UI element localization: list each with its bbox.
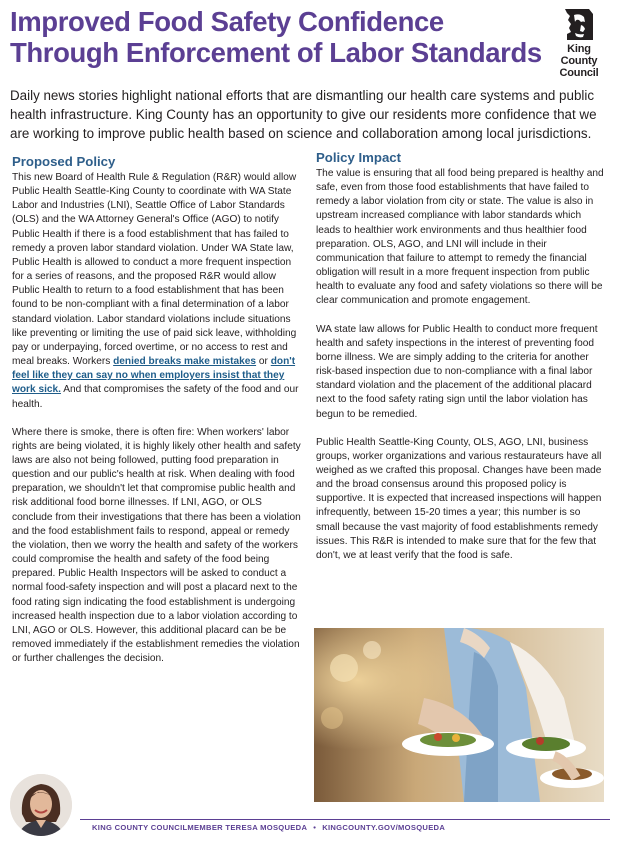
title-line-1: Improved Food Safety Confidence (10, 6, 444, 37)
title-line-2: Through Enforcement of Labor Standards (10, 37, 542, 68)
portrait-illustration (10, 774, 72, 836)
policy-impact-paragraph-2: WA state law allows for Public Health to conduct more frequent health and safety inspections in the interest of preventing food borne illness. We are simply adding to the criteria for another risk-based inspection due to non-compliance with a final labor standard violation and the placement of the additional placard next to the food safety rating sign until the labor violation has begun to be remedied. (316, 323, 598, 420)
policy-impact-section (316, 150, 606, 563)
proposed-policy-paragraph-2: Where there is smoke, there is often fire: When workers' labor rights are being violated, it is highly likely other health and safety laws are also not being followed, putting food preparation in question and our public's health at risk. When dealing with food preparation, we shouldn't let that compromise public health and risk additional food borne illnesses. If LNI, AGO, or OLS conclude from their investigations that there has been a violation and the food establishment fails to respond, appeal or remedy the violation, then we worry the health and safety of the workers could compromise the health and safety of the food being prepared. Public Health Inspectors will be asked to conduct a normal food-safety inspection and will post a placard next to the food rating sign indicating the food establishment is undergoing increased health inspection due to a labor violation according to LNI, AGO or OLS. However, this additional placard can be be removed immediately if the establishment remedies the violation or further challenges the decision. (12, 426, 301, 665)
footer-rule (80, 819, 610, 820)
policy-impact-heading: Policy Impact (316, 150, 402, 165)
work-sick-link[interactable]: don't feel like they can say no when employers insist that they work sick. (12, 356, 296, 396)
footer (92, 823, 610, 833)
denied-breaks-link[interactable]: denied breaks make mistakes (113, 356, 257, 368)
proposed-policy-paragraph-1: This new Board of Health Rule & Regulation (R&R) would allow Public Health Seattle-King County to coordinate with WA State Labor and Industries (LNI), Seattle Office of Labor Standards (OLS) and the WA Attorney General's Office (AGO) to notify Public Health if there is a food establishment that has failed to remedy a proven labor standard violation. Under WA State law, Public Health is allowed to conduct a more frequent inspection for a series of reasons, and the proposed R&R would allow Public Health to return to a food establishment that has been found to be non-compliant with a final determination of a labor standard violation. Labor standard violations include situations like preventing or limiting the use of paid sick leave, withholding pay or underpaying, forced overtime, or no access to rest and meal breaks. Workers denied breaks make mistakes or don't feel like they can say no when employers insist that they work sick. And that compromises the safety of the food and our health. (12, 172, 299, 410)
server-with-plates-photo (314, 628, 604, 802)
councilmember-portrait (10, 774, 72, 836)
policy-impact-paragraph-3: Public Health Seattle-King County, OLS, AGO, LNI, business groups, worker organizations and various restaurateurs have all weighed as we crafted this proposal. Changes have been made and the broad consensus around this proposed policy is supportive. It is expected that increased inspections will happen infrequently, between 15-20 times a year; this number is so small because the vast majority of food establishments remedy issues. This R&R is intended to make sure that for the few that don't, we at least verify that the food is safe. (316, 436, 602, 561)
mlk-portrait-icon (559, 6, 599, 42)
intro-paragraph: Daily news stories highlight national efforts that are dismantling our health care systems and public health infrastructure. King County has an opportunity to give our residents more confidence that we are working to improve public health based on science and collaboration among local jurisdictions. (10, 88, 597, 141)
server-illustration (314, 628, 604, 802)
page-title (10, 6, 545, 68)
logo-wordmark: King County Council (559, 43, 599, 79)
proposed-policy-heading: Proposed Policy (12, 154, 116, 169)
footer-separator: • (313, 823, 317, 832)
footer-name: KING COUNTY COUNCILMEMBER TERESA MOSQUEDA (92, 823, 308, 832)
king-county-council-logo (548, 6, 610, 79)
policy-impact-paragraph-1: The value is ensuring that all food being prepared is healthy and safe, even from those food establishments that have failed to remedy a labor violation from city or state. The value is also in upstream increased compliance with labor standards which leads to healthier work environments and thus healthier food preparation. OLS, AGO, and LNI will include in their communication that failure to attempt to remedy the financial obligation will result in a more frequent inspection from public health to evaluate any food and safety violations so there will be clear communication and promote engagement. (316, 168, 604, 307)
footer-url[interactable]: KINGCOUNTY.GOV/MOSQUEDA (322, 823, 446, 832)
proposed-policy-section (12, 154, 302, 666)
